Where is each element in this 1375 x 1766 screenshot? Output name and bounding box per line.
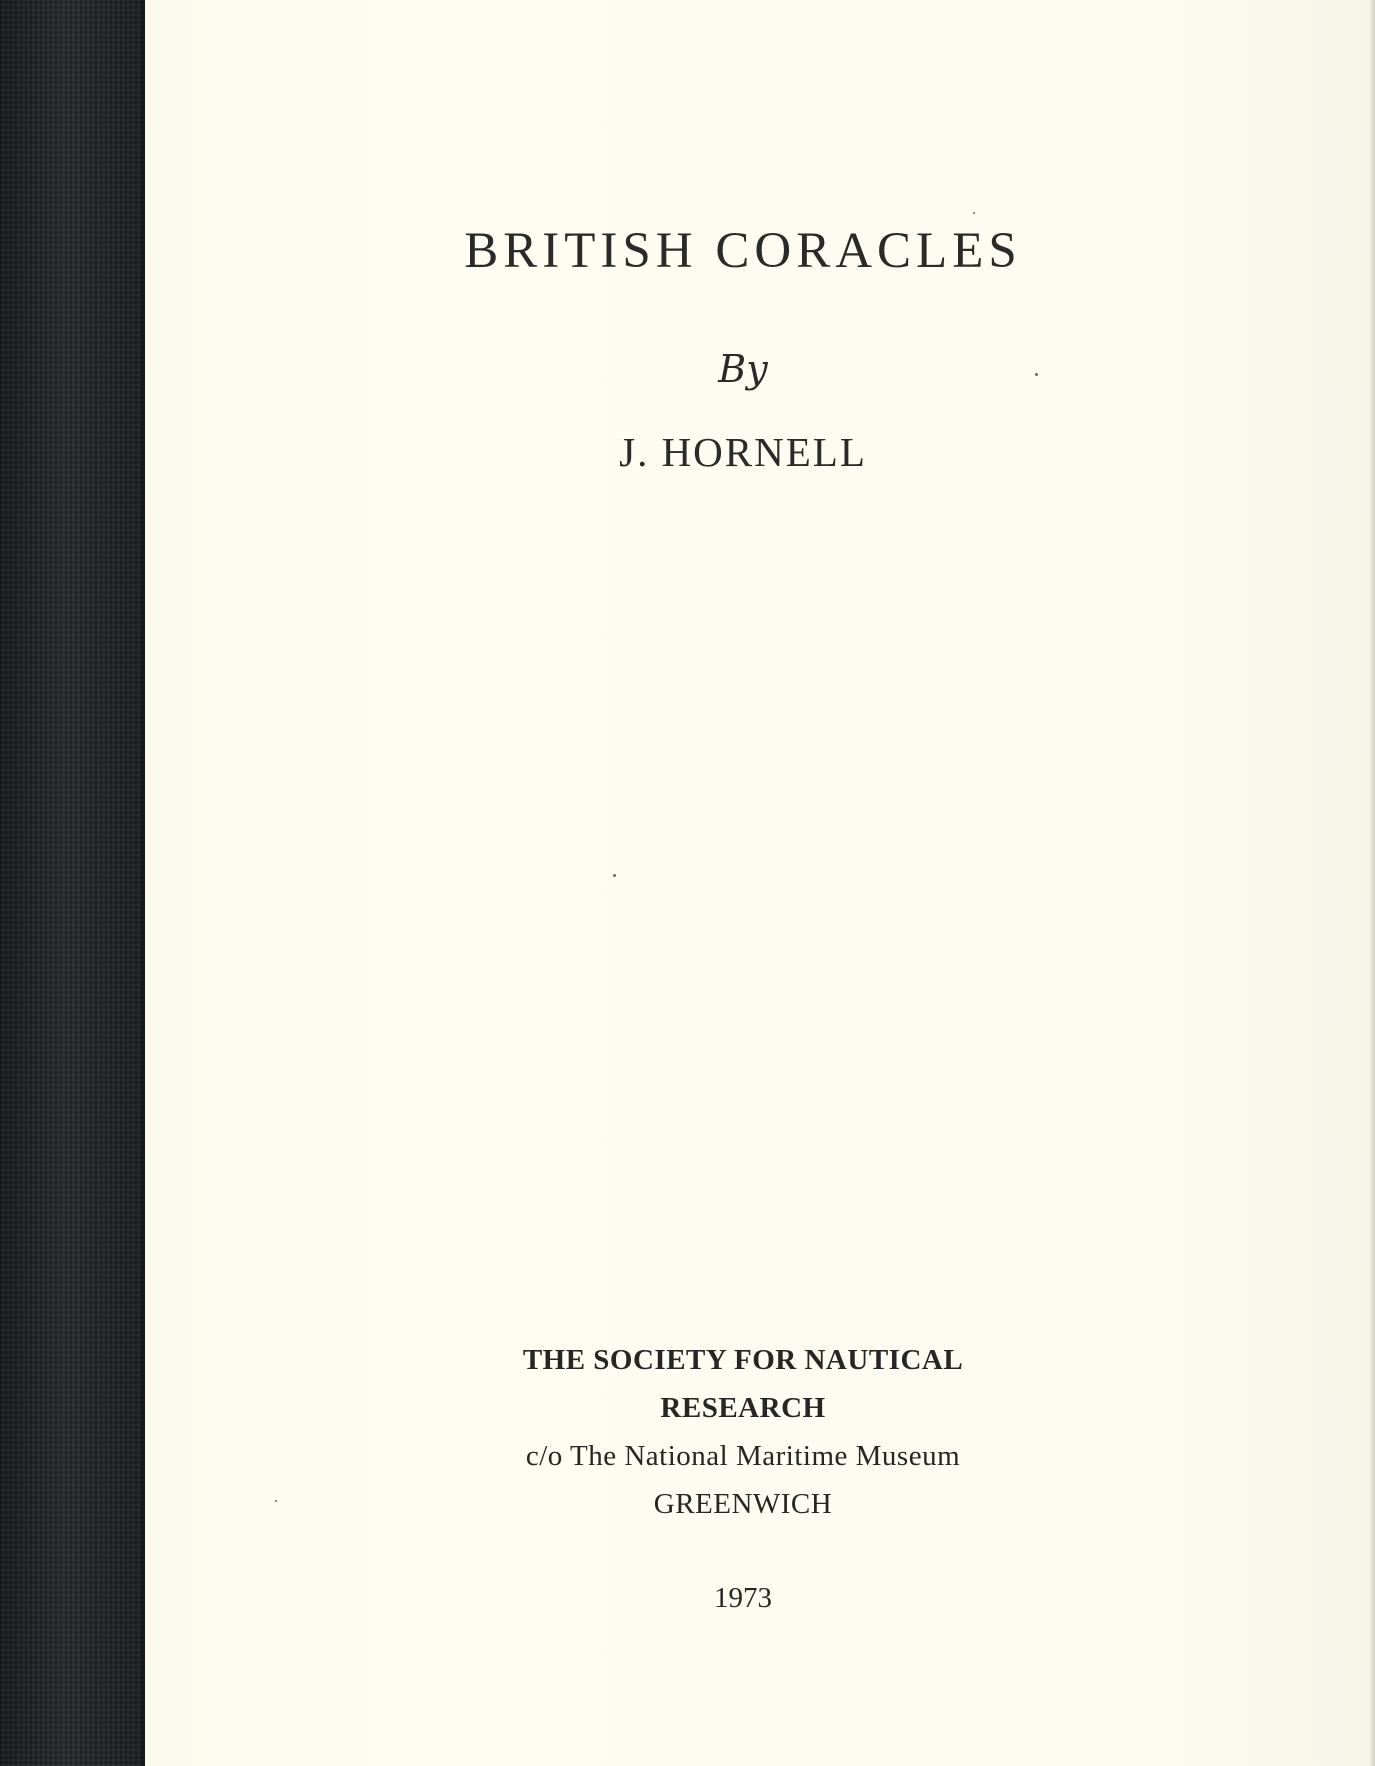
paper-speck [1035,373,1038,376]
publisher-address-line: c/o The National Maritime Museum [525,1440,961,1472]
publisher-location-line: GREENWICH [653,1488,833,1520]
publication-year: 1973 [714,1582,772,1614]
paper-speck [973,212,975,214]
book-title: BRITISH CORACLES [464,223,1022,279]
author-name: J. HORNELL [619,429,867,475]
by-label: By [718,347,768,391]
paper-speck [275,1500,277,1502]
page-edge-shadow [1369,0,1375,1766]
publisher-name-line-1: THE SOCIETY FOR NAUTICAL [522,1344,964,1376]
publisher-block [145,1336,1341,1528]
paper-speck [613,874,616,877]
binding-spine [0,0,145,1766]
publisher-name-line-2: RESEARCH [660,1392,826,1424]
